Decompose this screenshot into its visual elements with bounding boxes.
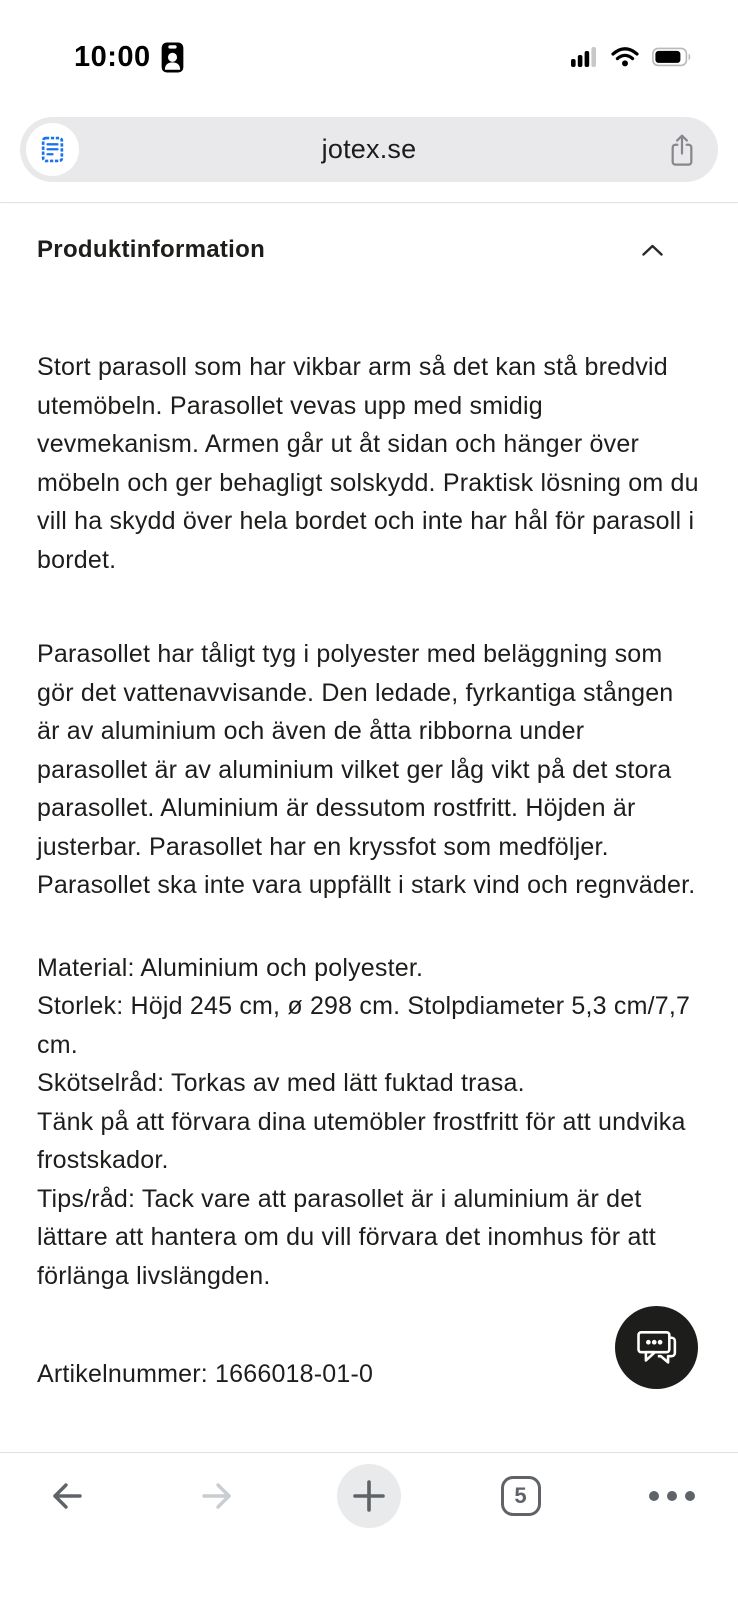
article-number: Artikelnummer: 1666018-01-0	[37, 1360, 374, 1388]
status-icons	[571, 47, 692, 67]
product-description-paragraph: Parasollet har tåligt tyg i polyester med beläggning som gör det vattenavvisande. Den ledade, fyrkantiga stången är av aluminium och även de åtta ribborna under parasollet är av aluminium vilket ger låg vikt på det stora parasollet. Aluminium är dessutom rostfritt. Höjden är justerbar. Parasollet har en kryssfot som medföljer. Parasollet ska inte vara uppfällt i stark vind och regnväder.	[37, 640, 696, 899]
forward-arrow-icon	[199, 1477, 237, 1515]
forward-button[interactable]	[186, 1464, 250, 1528]
plus-circle	[337, 1464, 401, 1528]
plus-icon	[352, 1479, 386, 1513]
product-description-paragraph: Stort parasoll som har vikbar arm så det kan stå bredvid utemöbeln. Parasollet vevas upp med smidig vevmekanism. Armen går ut åt sidan och hänger över möbeln och ger behagligt solskydd. Praktisk lösning om du vill ha skydd över hela bordet och inte har hål för parasoll i bordet.	[37, 353, 699, 574]
chat-widget-button[interactable]	[615, 1306, 698, 1389]
battery-icon	[652, 47, 692, 67]
url-field[interactable]: jotex.se	[321, 134, 417, 164]
back-arrow-icon	[47, 1477, 85, 1515]
detail-line-material: Material: Aluminium och polyester.	[37, 953, 424, 982]
accordion-produktinformation[interactable]	[37, 236, 701, 264]
tab-switcher-button[interactable]	[489, 1464, 553, 1528]
more-dots-icon	[649, 1491, 695, 1501]
section-title: Produktinformation	[37, 236, 266, 263]
detail-line-storlek: Storlek: Höjd 245 cm, ø 298 cm. Stolpdiameter 5,3 cm/7,7 cm.	[37, 992, 691, 1059]
status-bar	[0, 0, 738, 100]
contact-card-icon	[161, 42, 184, 73]
home-indicator-area	[0, 1538, 738, 1600]
cellular-signal-icon	[571, 47, 598, 67]
detail-line-frost: Tänk på att förvara dina utemöbler frostfritt för att undvika frostskador.	[37, 1107, 686, 1174]
chat-bubbles-icon	[635, 1329, 679, 1367]
tab-count-badge: 5	[501, 1476, 541, 1516]
new-tab-button[interactable]	[337, 1464, 401, 1528]
detail-line-skotselrad: Skötselråd: Torkas av med lätt fuktad trasa.	[37, 1069, 525, 1097]
more-menu-button[interactable]	[640, 1464, 704, 1528]
browser-top-bar	[0, 100, 738, 203]
chevron-up-icon	[640, 243, 665, 257]
detail-line-tips: Tips/råd: Tack vare att parasollet är i aluminium är det lättare att hantera om du vill förvara det inomhus för att förlänga livslängden.	[37, 1184, 656, 1290]
address-bar[interactable]	[20, 117, 718, 182]
share-button[interactable]	[668, 117, 696, 182]
clock-time: 10:00	[74, 40, 151, 73]
share-icon	[668, 133, 696, 167]
status-time-group	[74, 41, 184, 74]
back-button[interactable]	[34, 1464, 98, 1528]
browser-bottom-toolbar	[0, 1452, 738, 1538]
wifi-icon	[611, 47, 639, 67]
web-page-content	[0, 204, 738, 1394]
product-details-list	[37, 949, 701, 1296]
